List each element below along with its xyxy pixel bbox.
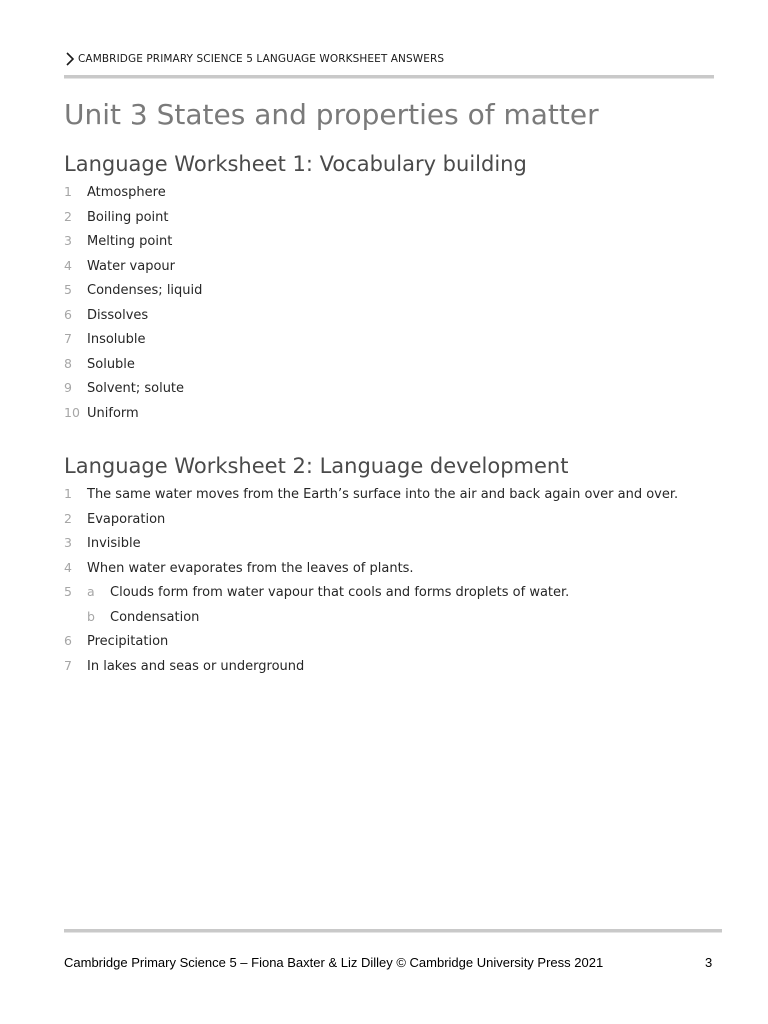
- item-text: Melting point: [87, 234, 173, 249]
- footer-credit: Cambridge Primary Science 5 – Fiona Baxter & Liz Dilley © Cambridge University Press 2021: [64, 955, 604, 970]
- list-item: [64, 560, 678, 585]
- worksheet-1-title: Language Worksheet 1: Vocabulary building: [64, 152, 527, 176]
- worksheet-1-answers: [64, 184, 202, 429]
- item-text: The same water moves from the Earth’s surface into the air and back again over and over.: [87, 487, 679, 502]
- unit-title: Unit 3 States and properties of matter: [64, 98, 599, 131]
- item-text: Solvent; solute: [87, 381, 185, 396]
- item-number: 6: [64, 633, 72, 648]
- list-item: [64, 209, 202, 234]
- item-number: 4: [64, 559, 72, 575]
- footer-divider: [64, 929, 722, 933]
- item-text: When water evaporates from the leaves of plants.: [87, 560, 414, 576]
- list-item: [64, 658, 678, 683]
- item-number: 4: [64, 257, 72, 273]
- list-item: [64, 609, 678, 634]
- header-label: CAMBRIDGE PRIMARY SCIENCE 5 LANGUAGE WORKSHEET ANSWERS: [78, 53, 445, 65]
- item-text: Condensation: [110, 609, 200, 625]
- item-number: 7: [64, 331, 72, 346]
- item-number: 7: [64, 657, 72, 673]
- item-text: Soluble: [87, 356, 135, 372]
- worksheet-2-title: Language Worksheet 2: Language development: [64, 454, 569, 478]
- page-number: 3: [705, 955, 713, 970]
- item-number: 1: [64, 184, 72, 199]
- item-text: Boiling point: [87, 209, 169, 225]
- item-text: Condenses; liquid: [87, 283, 203, 298]
- list-item: [64, 584, 678, 609]
- item-sub-letter: b: [87, 608, 95, 624]
- list-item: [64, 356, 202, 381]
- item-text: Dissolves: [87, 307, 149, 323]
- list-item: [64, 535, 678, 560]
- list-item: [64, 331, 202, 356]
- worksheet-2-answers: [64, 486, 678, 682]
- list-item: [64, 282, 202, 307]
- item-number: 5: [64, 282, 72, 297]
- item-number: 3: [64, 535, 72, 550]
- running-header: [64, 52, 444, 66]
- item-number: 10: [64, 404, 80, 420]
- list-item: [64, 405, 202, 430]
- list-item: [64, 633, 678, 658]
- list-item: [64, 486, 678, 511]
- item-text: Clouds form from water vapour that cools and forms droplets of water.: [110, 585, 570, 600]
- item-text: Atmosphere: [87, 185, 166, 200]
- item-number: 2: [64, 510, 72, 526]
- item-number: 3: [64, 233, 72, 248]
- item-text: In lakes and seas or underground: [87, 658, 305, 674]
- list-item: [64, 307, 202, 332]
- item-number: 5: [64, 584, 72, 599]
- item-text: Uniform: [87, 405, 139, 421]
- item-text: Insoluble: [87, 332, 146, 347]
- item-number: 2: [64, 208, 72, 224]
- item-text: Evaporation: [87, 511, 166, 527]
- list-item: [64, 258, 202, 283]
- list-item: [64, 380, 202, 405]
- list-item: [64, 184, 202, 209]
- item-sub-letter: a: [87, 584, 95, 599]
- chevron-right-icon: [64, 52, 76, 66]
- item-text: Invisible: [87, 536, 141, 551]
- item-text: Precipitation: [87, 634, 169, 649]
- list-item: [64, 511, 678, 536]
- item-number: 9: [64, 380, 72, 395]
- item-text: Water vapour: [87, 258, 176, 274]
- list-item: [64, 233, 202, 258]
- item-number: 1: [64, 486, 72, 501]
- item-number: 8: [64, 355, 72, 371]
- item-number: 6: [64, 306, 72, 322]
- header-divider: [64, 75, 714, 79]
